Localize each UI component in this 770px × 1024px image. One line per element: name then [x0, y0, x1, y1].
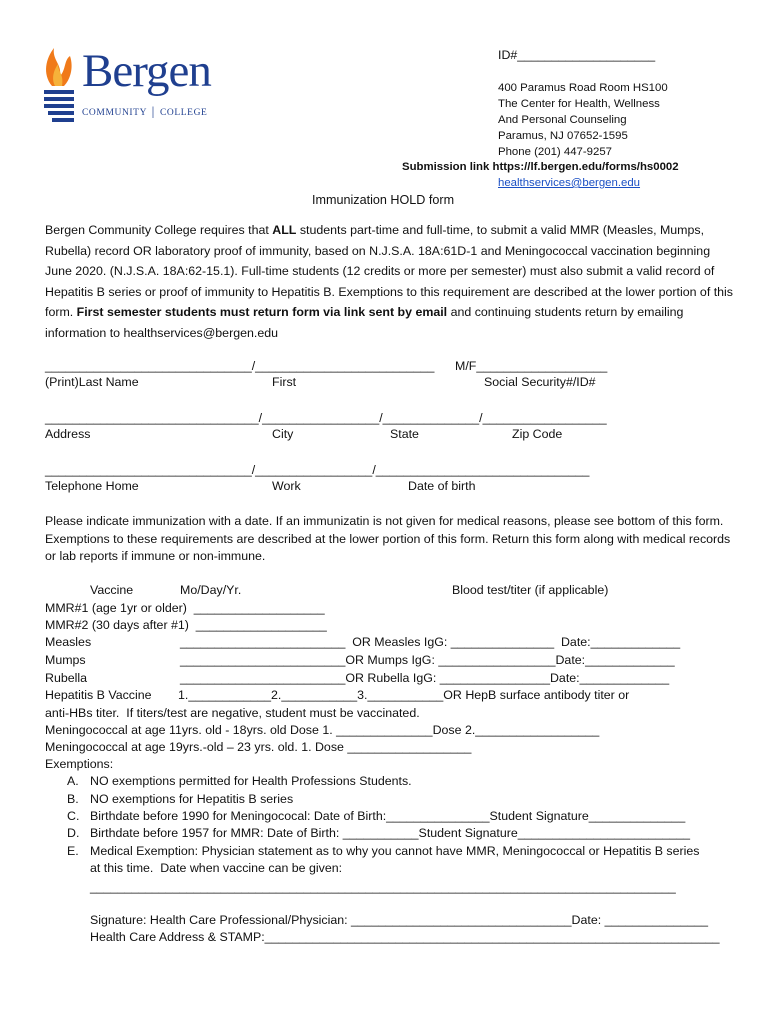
medical-exemption-cont: at this time. Date when vaccine can be given:: [90, 861, 343, 875]
measles-label: Measles: [45, 635, 92, 649]
intro-paragraph: Bergen Community College requires that ALL students part-time and full-time, to submit a valid MMR (Measles, Mumps, Rubella) record OR laboratory proof of immunity, based on N.J.S.A. 18A:61D-1 and Meningococcal vaccination beginning June 2020. (N.J.S.A. 18A:62-15.1). Full-time students (12 credits or more per semester) must also submit a valid record of Hepatitis B series or proof of immunity to Hepatitis B. Exemptions to this requirement are described at the lower portion of this form. First semester students must return form via link sent by email and continuing students return by emailing information to healthservices@bergen.edu: [45, 223, 733, 340]
city-label: City: [272, 427, 294, 441]
form-title: Immunization HOLD form: [312, 193, 455, 207]
exemption-item-mmr[interactable]: Birthdate before 1957 for MMR: Date of Birth: ___________Student Signature_________________________: [90, 826, 691, 840]
phone-line: Phone (201) 447-9257: [498, 146, 612, 158]
hepb-label: Hepatitis B Vaccine: [45, 688, 152, 702]
mmr1-row[interactable]: MMR#1 (age 1yr or older) ___________________: [45, 601, 325, 615]
email-link[interactable]: healthservices@bergen.edu: [498, 177, 641, 189]
meningococcal-19-23-row[interactable]: Meningococcal at age 19yrs.-old – 23 yrs. old. 1. Dose __________________: [45, 740, 472, 754]
mmr2-row[interactable]: MMR#2 (30 days after #1) ___________________: [45, 618, 327, 632]
address-line-2: The Center for Health, Wellness: [498, 98, 660, 110]
exemption-item: NO exemptions permitted for Health Professions Students.: [90, 774, 412, 788]
logo-subtitle: COMMUNITY │ COLLEGE: [82, 108, 208, 118]
exemption-item-meningococcal[interactable]: Birthdate before 1990 for Meningococal: Date of Birth:_______________Student Signature______________: [90, 809, 686, 823]
id-field[interactable]: ID#____________________: [498, 48, 656, 62]
address-line-3: And Personal Counseling: [498, 114, 627, 126]
exemption-letter: D.: [67, 826, 80, 840]
exemption-letter: C.: [67, 809, 80, 823]
address-field-line[interactable]: _______________________________/_________________/______________/__________________: [45, 411, 607, 425]
hepb-note: anti-HBs titer. If titers/test are negative, student must be vaccinated.: [45, 706, 420, 720]
mumps-row[interactable]: ________________________OR Mumps IgG: _________________Date:_____________: [180, 653, 675, 667]
ssn-label: Social Security#/ID#: [484, 375, 596, 389]
first-name-label: First: [272, 375, 297, 389]
college-logo: [40, 46, 220, 128]
date-column-header: Mo/Day/Yr.: [180, 583, 242, 597]
hepb-row[interactable]: 1.____________2.___________3.___________OR HepB surface antibody titer or: [178, 688, 630, 702]
exemption-letter: B.: [67, 792, 79, 806]
telephone-home-label: Telephone Home: [45, 479, 139, 493]
exemption-item: NO exemptions for Hepatitis B series: [90, 792, 294, 806]
zip-label: Zip Code: [512, 427, 563, 441]
name-ssn-field-line[interactable]: ______________________________/__________________________ M/F___________________: [45, 359, 608, 373]
exemption-item-medical: Medical Exemption: Physician statement as to why you cannot have MMR, Meningococcal or Hepatitis B series: [90, 844, 700, 858]
logo-wordmark: Bergen: [82, 45, 211, 97]
titer-column-header: Blood test/titer (if applicable): [452, 583, 609, 597]
measles-row[interactable]: ________________________ OR Measles IgG: _______________ Date:_____________: [180, 635, 681, 649]
flame-icon: [40, 46, 80, 128]
submission-link[interactable]: Submission link https://lf.bergen.edu/forms/hs0002: [402, 161, 679, 173]
exemptions-heading: Exemptions:: [45, 757, 114, 771]
exemption-letter: A.: [67, 774, 79, 788]
instructions-paragraph: Please indicate immunization with a date. If an immunizatin is not given for medical reasons, please see bottom of this form. Exemptions to these requirements are described at the lower portion of this form. Return this form along with medical records or lab reports if immune or non-immune.: [45, 514, 731, 563]
address-line-4: Paramus, NJ 07652-1595: [498, 130, 628, 142]
rubella-label: Rubella: [45, 671, 88, 685]
phone-dob-field-line[interactable]: ______________________________/_________________/_______________________________: [45, 463, 590, 477]
dob-label: Date of birth: [408, 479, 476, 493]
stamp-row[interactable]: Health Care Address & STAMP:__________________________________________________________________: [90, 930, 720, 944]
address-label: Address: [45, 427, 91, 441]
meningococcal-11-18-row[interactable]: Meningococcal at age 11yrs. old - 18yrs. old Dose 1. ______________Dose 2.__________________: [45, 723, 600, 737]
state-label: State: [390, 427, 419, 441]
address-line-1: 400 Paramus Road Room HS100: [498, 82, 668, 94]
last-name-label: (Print)Last Name: [45, 375, 139, 389]
exemption-letter: E.: [67, 844, 79, 858]
medical-exemption-line[interactable]: _____________________________________________________________________________________: [90, 880, 676, 894]
mumps-label: Mumps: [45, 653, 86, 667]
vaccine-column-header: Vaccine: [90, 583, 134, 597]
physician-signature-row[interactable]: Signature: Health Care Professional/Physician: ________________________________Date: _______________: [90, 913, 708, 927]
work-label: Work: [272, 479, 301, 493]
rubella-row[interactable]: ________________________OR Rubella IgG: ________________Date:_____________: [180, 671, 670, 685]
